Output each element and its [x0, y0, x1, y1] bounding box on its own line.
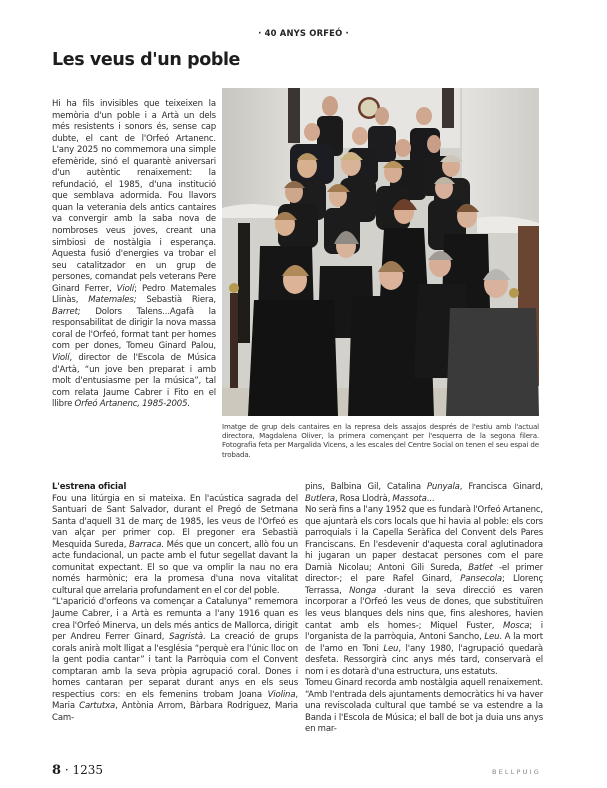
nickname: Violina [267, 689, 296, 700]
text-run: , Francisca Ginard, [459, 482, 543, 492]
text-run: , director de l'Escola de Música d'Artà, “un jove ben preparat i amb molt d'entusiasme per la música”, tal com relata Jaume Cabrer i Fito en el llibre [52, 353, 216, 410]
nickname: Nonga [349, 585, 377, 596]
nickname: Barraca [129, 539, 162, 550]
text-run: ; Pedro Matemales Llinàs, [52, 283, 216, 306]
text-run: ; Llorenç Terrassa, [305, 574, 543, 596]
page-number: 8 [52, 763, 62, 778]
article-title: Les veus d'un poble [52, 50, 241, 70]
nickname: Matemales; [88, 295, 137, 306]
nickname: Butlera [305, 493, 335, 504]
book-title: Orfeó Artanenc, 1985-2005. [74, 399, 190, 410]
publication-brand: BELLPUIG [491, 768, 541, 776]
nickname: Barret; [52, 306, 81, 317]
text-run: . La creació de grups corals anirà molt lligat a l'església “perquè era l'únic lloc on la gent podia cantar” i tant la Parròquia com el Convent comptaran amb la seva pròpia agrupació coral. Dones i homes cantaran per separat durant anys en els seus respectius cors: en els femenins trobam Joana [52, 632, 298, 700]
section-heading: L'estrena oficial [52, 482, 127, 492]
nickname: Sagristà [169, 632, 203, 643]
photo-illustration [222, 88, 539, 416]
nickname: Violí [116, 283, 135, 294]
text-run: , Rosa Llodrà, [334, 493, 393, 504]
text-run: pins, Balbina Gil, Catalina [305, 482, 427, 492]
article-column-2 [305, 482, 543, 736]
choir-group-photo [222, 88, 539, 416]
separator: · [61, 763, 73, 777]
article-column-1 [52, 482, 298, 724]
nickname: Leu [383, 643, 399, 654]
text-run: Hi ha fils invisibles que teixeixen la memòria d'un poble i a Artà un dels més resistents i sonors és, sense cap dubte, el cant de l'Orfeó Artanenc. L'any 2025 no commemora una simple efemèride, sinó el quarantè aniversari d'un autèntic renaixement: la refundació, el 1985, d'una institució que semblava adormida. Fou llavors quan la veterania dels antics cantaires va convergir amb la saba nova de nombroses veus joves, creant una simbiosi de nostàlgia i esperança. Aquesta fusió d'energies va trobar el seu catalitzador en un grup de persones, comandat pels veterans Pere Ginard Ferrer, [52, 99, 216, 294]
nickname: Mosca [503, 620, 530, 631]
nickname: Cartutxa [79, 701, 116, 712]
issue-number: 1235 [72, 763, 104, 777]
nickname: Batlet [468, 562, 493, 573]
nickname: Violí [52, 353, 70, 364]
intro-paragraph [52, 99, 216, 411]
text-run: Tomeu Ginard recorda amb nostàlgia aquell renaixement. “Amb l'entrada dels ajuntaments democràtics hi va haver una reviscolada cultural que també se va estendre a la Banda i l'Escola de Música; el ball de bot ja duia uns anys en mar- [305, 678, 543, 735]
text-run: “L'aparició d'orfeons va començar a Catalunya” rememora Jaume Cabrer, i a Artà es remunta a l'any 1916 quan es crea l'Orfeó Minerva, un dels més antics de Mallorca, dirigit per Andreu Ferrer Ginard, [52, 597, 298, 643]
text-run: ... [426, 493, 435, 504]
wall-left [222, 88, 292, 208]
text-run: -el primer director-; el pare Rafel Ginard, [305, 562, 544, 585]
nickname: Leu [484, 632, 500, 643]
nickname: Massota [392, 493, 427, 504]
wall-right [462, 88, 539, 218]
text-run: Sebastià Riera, [136, 295, 216, 306]
text-run: . Més que un concert, allò fou un acte fundacional, un pacte amb el futur segellat davant la comunitat expectant. El so que va omplir la nau no era només harmònic; era la promesa d'una nova vitalitat cultural que arrelaria profundament en el cor del poble. [52, 539, 298, 596]
text-run: , Maria [52, 689, 298, 712]
section-kicker: · 40 ANYS ORFEÓ · [258, 28, 349, 38]
text-run: -durant la seva direcció es varen incorporar a l'Orfeó les veus de dones, que substituïren les veus blanques dels nins que, fins aleshores, havien cantat amb els homes-; Miquel Fuster, [305, 585, 543, 631]
text-run: No serà fins a l'any 1952 que es fundarà l'Orfeó Artanenc, que ajuntarà els cors locals que hi havia al poble: els cors parroquials i la Capella Seràfica del Convent dels Pares Franciscans. En l'esdevenir d'aquesta coral aglutinadora hi jugaran un paper destacat persones com el pare Damià Nicolau; Antoni Gili Sureda, [305, 505, 543, 573]
nickname: Punyala [426, 482, 460, 492]
text-run: Dolors Talens...Agafà la responsabilitat de dirigir la nova massa coral de l'Orfeó, format tant per homes com per dones, Tomeu Ginard Palou, [52, 306, 216, 352]
nickname: Pansecola [460, 574, 502, 585]
text-run: , l'any 1980, l'agrupació quedarà desfeta. Ressorgirà cinc anys més tard, conservarà el nom i es dotarà d'una estructura, uns estatuts. [305, 643, 543, 677]
text-run: , Antònia Arrom, Bàrbara Rodriguez, Maria Cam- [52, 701, 298, 723]
text-run: Fou una litúrgia en si mateixa. En l'acústica sagrada del Santuari de Sant Salvador, durant el Pregó de Setmana Santa d'aquell 31 de març de 1985, les veus de l'Orfeó es van alçar per primer cop. El pregoner era Sebastià Mesquida Sureda, [52, 493, 298, 550]
photo-caption: Imatge de grup dels cantaires en la represa dels assajos després de l'estiu amb l'actual directora, Magdalena Oliver, la primera començant per l'esquerra de la segona filera. Fotografia feta per Margalida Vicens, a les escales del Centre Social on tenen el seu espai de trobada. [222, 422, 539, 459]
text-run: ; i l'organista de la parròquia, Antoni Sancho, [305, 620, 543, 643]
stair-railing-right [442, 88, 454, 128]
text-run: . A la mort de l'amo en Toni [305, 632, 543, 654]
stair-railing-left [288, 88, 300, 143]
